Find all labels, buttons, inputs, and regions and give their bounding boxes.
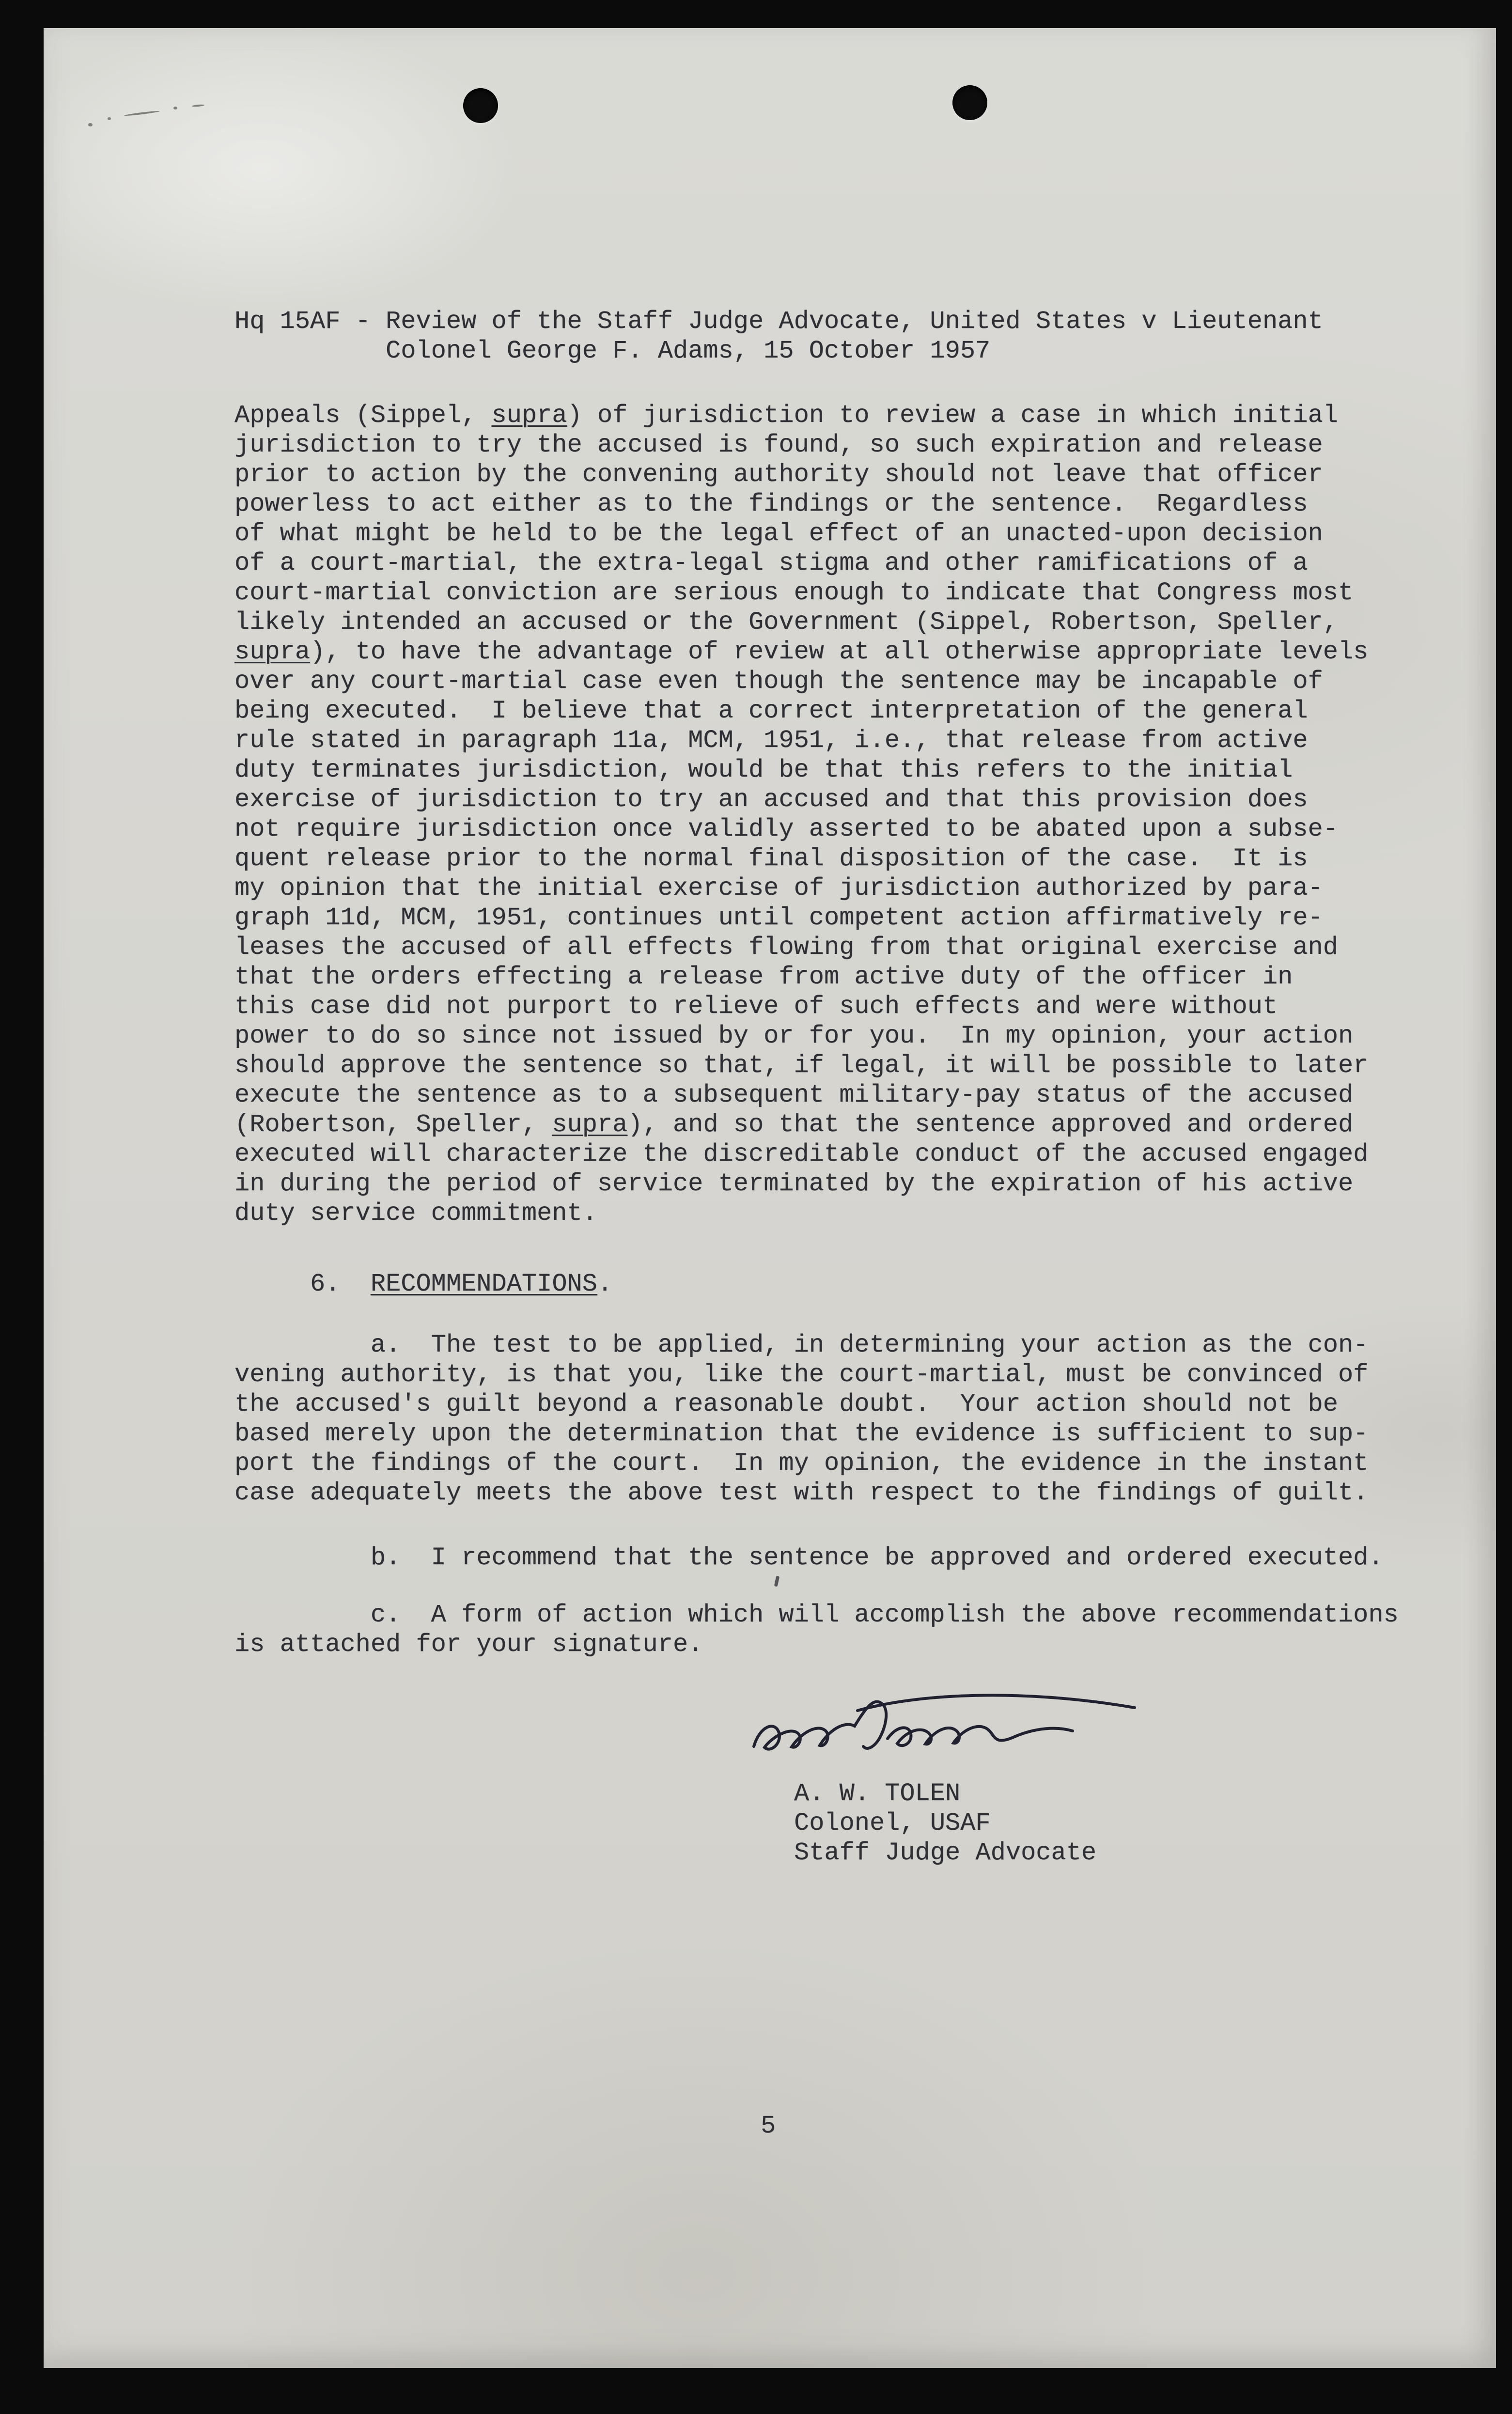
text-line: quent release prior to the normal final disposition of the case. It is: [234, 844, 1308, 873]
text-line: executed will characterize the discreditable conduct of the accused engaged: [234, 1140, 1369, 1168]
body-paragraph: [234, 401, 1446, 1228]
text-line: a. The test to be applied, in determining your action as the con-: [234, 1331, 1369, 1359]
page-number: 5: [761, 2112, 776, 2140]
text-line: in during the period of service terminated by the expiration of his active: [234, 1169, 1354, 1198]
pencil-marks: [82, 77, 237, 135]
text-line: of what might be held to be the legal effect of an unacted-upon decision: [234, 519, 1323, 548]
signature-image: [234, 1680, 1446, 1779]
recommendation-item-c: [234, 1600, 1446, 1659]
pencil-dash: [192, 104, 204, 107]
recommendations-heading: [234, 1269, 1446, 1299]
document-page: [44, 28, 1496, 2368]
punch-hole-right: [952, 85, 987, 120]
text-line: not require jurisdiction once validly asserted to be abated upon a subse-: [234, 815, 1338, 843]
text-line: 6. RECOMMENDATIONS.: [234, 1270, 613, 1298]
text-line: duty service commitment.: [234, 1199, 597, 1228]
signature-block: [234, 1779, 1446, 1868]
text-line: the accused's guilt beyond a reasonable doubt. Your action should not be: [234, 1390, 1338, 1418]
text-line: court-martial conviction are serious enough to indicate that Congress most: [234, 578, 1354, 607]
text-line: being executed. I believe that a correct interpretation of the general: [234, 697, 1308, 725]
text-line: powerless to act either as to the findings or the sentence. Regardless: [234, 490, 1308, 518]
recommendation-item-a: [234, 1330, 1446, 1508]
text-line: based merely upon the determination that the evidence is sufficient to sup-: [234, 1419, 1369, 1448]
text-line: (Robertson, Speller, supra), and so that the sentence approved and ordered: [234, 1110, 1354, 1139]
text-line: of a court-martial, the extra-legal stigma and other ramifications of a: [234, 549, 1308, 577]
text-line: graph 11d, MCM, 1951, continues until competent action affirmatively re-: [234, 903, 1323, 932]
text-line: jurisdiction to try the accused is found, so such expiration and release: [234, 431, 1323, 459]
text-line: port the findings of the court. In my opinion, the evidence in the instant: [234, 1449, 1369, 1478]
text-line: this case did not purport to relieve of such effects and were without: [234, 992, 1278, 1021]
punch-hole-left: [463, 88, 498, 123]
text-line: duty terminates jurisdiction, would be that this refers to the initial: [234, 756, 1293, 784]
pencil-dot: [108, 117, 111, 120]
text-line: vening authority, is that you, like the court-martial, must be convinced of: [234, 1360, 1369, 1389]
document-title: [234, 307, 1446, 366]
text-line: leases the accused of all effects flowing from that original exercise and: [234, 933, 1338, 962]
text-line: execute the sentence as to a subsequent military-pay status of the accused: [234, 1081, 1354, 1109]
text-line: b. I recommend that the sentence be approved and ordered executed.: [234, 1543, 1384, 1572]
text-line: Hq 15AF - Review of the Staff Judge Advocate, United States v Lieutenant: [234, 307, 1323, 336]
text-line: c. A form of action which will accomplish the above recommendations: [234, 1601, 1399, 1629]
text-line: is attached for your signature.: [234, 1630, 703, 1659]
text-line: that the orders effecting a release from active duty of the officer in: [234, 963, 1293, 991]
recommendation-item-b: [234, 1543, 1446, 1573]
text-line: over any court-martial case even though the sentence may be incapable of: [234, 667, 1323, 696]
text-line: Colonel George F. Adams, 15 October 1957: [234, 337, 991, 365]
signatory-title: Staff Judge Advocate: [794, 1838, 1097, 1867]
pencil-dot: [173, 107, 177, 109]
text-line: prior to action by the convening authority should not leave that officer: [234, 460, 1323, 489]
text-line: power to do so since not issued by or for you. In my opinion, your action: [234, 1022, 1354, 1050]
pencil-dash: [124, 110, 160, 117]
text-line: Appeals (Sippel, supra) of jurisdiction to review a case in which initial: [234, 401, 1338, 430]
pencil-dot: [88, 123, 93, 126]
text-line: supra), to have the advantage of review at all otherwise appropriate levels: [234, 638, 1369, 666]
document-text: [234, 307, 1446, 1868]
text-line: likely intended an accused or the Government (Sippel, Robertson, Speller,: [234, 608, 1338, 637]
text-line: my opinion that the initial exercise of jurisdiction authorized by para-: [234, 874, 1323, 903]
text-line: exercise of jurisdiction to try an accused and that this provision does: [234, 785, 1308, 814]
text-line: should approve the sentence so that, if legal, it will be possible to later: [234, 1051, 1369, 1080]
signatory-rank: Colonel, USAF: [794, 1809, 991, 1838]
text-line: rule stated in paragraph 11a, MCM, 1951, i.e., that release from active: [234, 726, 1308, 755]
signatory-name: A. W. TOLEN: [794, 1779, 961, 1808]
text-line: case adequately meets the above test with respect to the findings of guilt.: [234, 1479, 1369, 1507]
